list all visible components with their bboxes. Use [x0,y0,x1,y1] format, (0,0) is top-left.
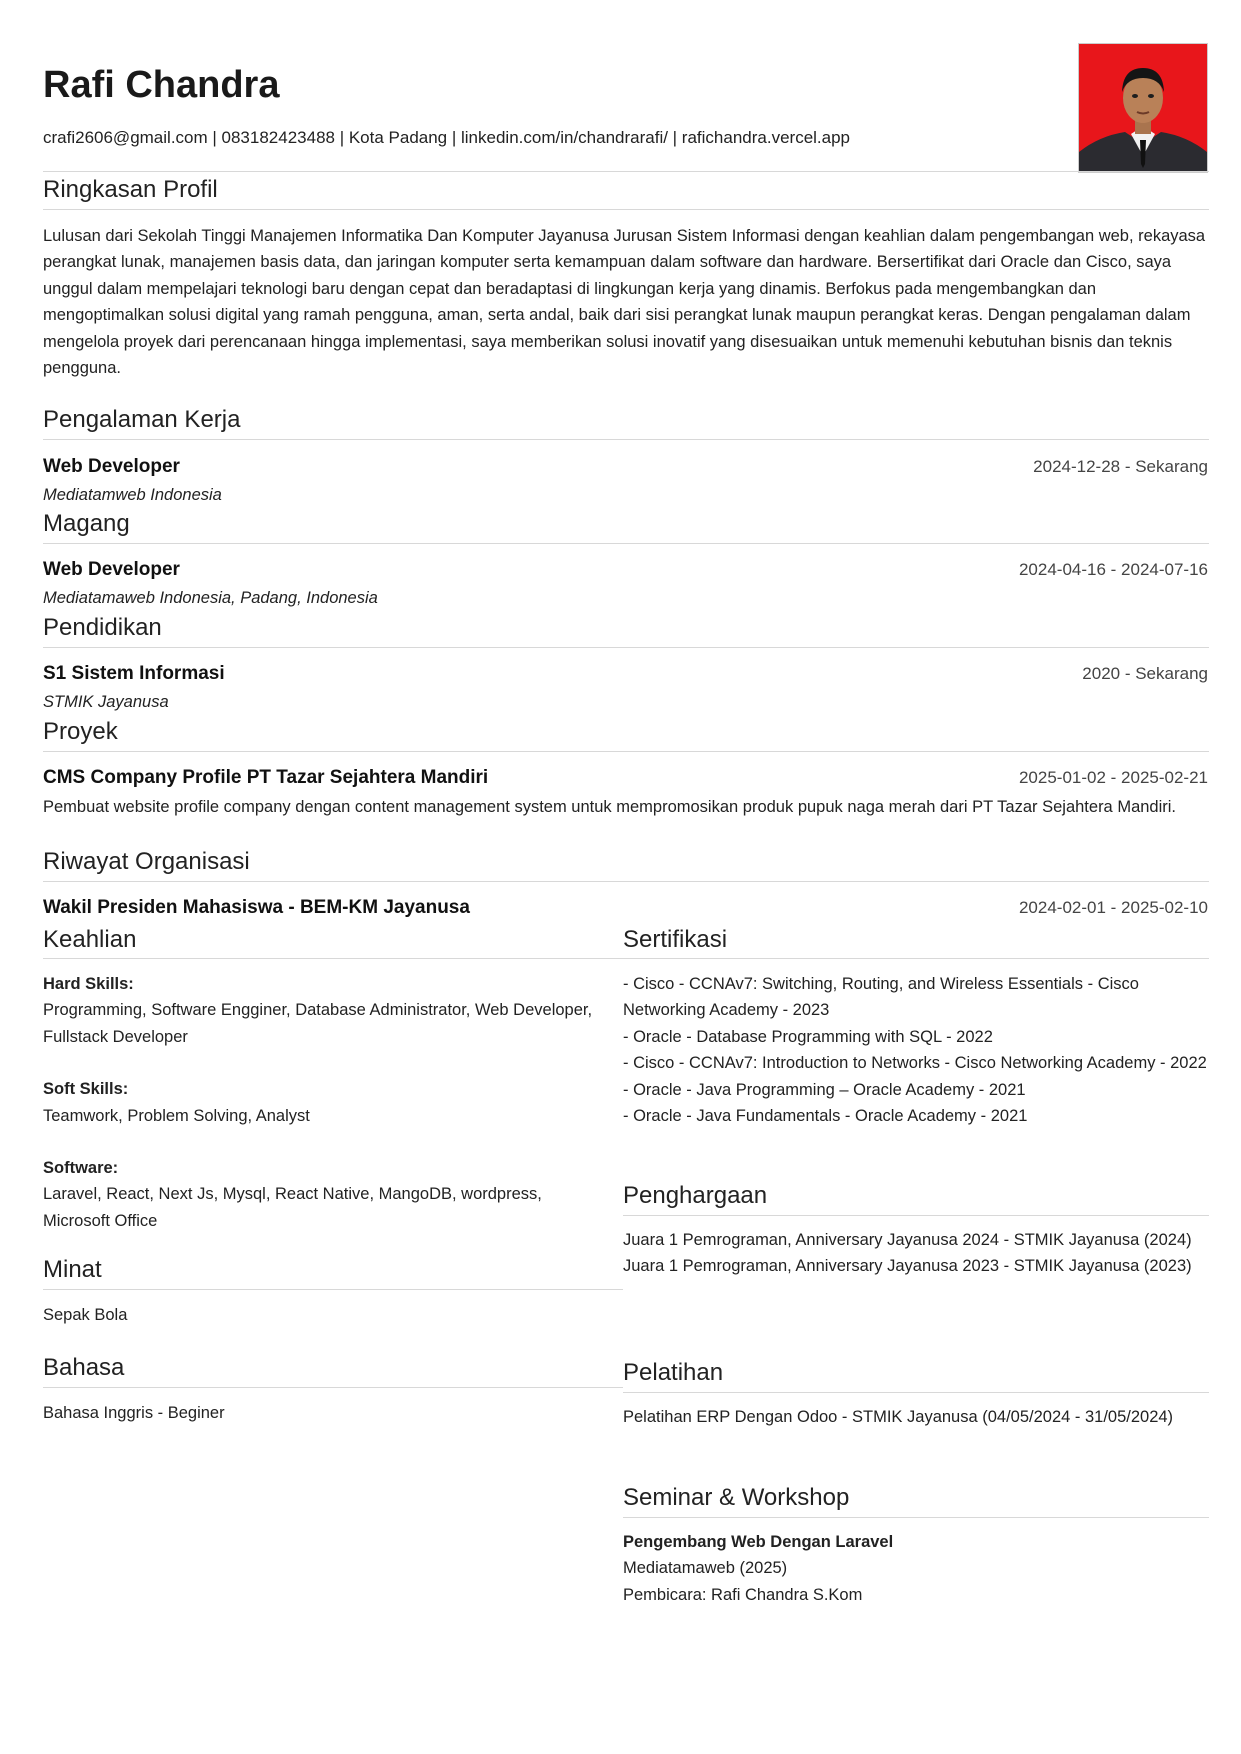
section-divider [623,1215,1209,1216]
education-school: STMIK Jayanusa [43,693,169,711]
soft-skills-value: Teamwork, Problem Solving, Analyst [43,1106,310,1125]
section-title-awards: Penghargaan [623,1182,768,1209]
hard-skills-label: Hard Skills: [43,975,134,993]
section-title-training: Pelatihan [623,1359,724,1386]
section-title-organization: Riwayat Organisasi [43,848,250,875]
training-value: Pelatihan ERP Dengan Odoo - STMIK Jayanusa (04/05/2024 - 31/05/2024) [623,1408,1174,1426]
section-title-certifications: Sertifikasi [623,926,728,953]
seminar-name: Pengembang Web Dengan Laravel [623,1533,894,1551]
education-date: 2020 - Sekarang [1082,664,1208,683]
certification-list [623,971,1209,1129]
soft-skills-label: Soft Skills: [43,1080,129,1099]
section-title-languages: Bahasa [43,1354,125,1381]
section-divider [43,543,1209,544]
education-degree: S1 Sistem Informasi [43,663,225,684]
section-title-project: Proyek [43,718,118,745]
certification-item: - Oracle - Database Programming with SQL - 2022 [623,1027,993,1046]
languages-value: Bahasa Inggris - Beginer [43,1404,225,1422]
award-item: Juara 1 Pemrograman, Anniversary Jayanusa 2023 - STMIK Jayanusa (2023) [623,1257,1192,1276]
profile-photo [1078,43,1208,173]
internship-role: Web Developer [43,559,180,580]
section-title-seminar: Seminar & Workshop [623,1484,850,1511]
section-divider [43,958,623,959]
experience-date: 2024-12-28 - Sekarang [1033,457,1208,476]
profile-summary: Lulusan dari Sekolah Tinggi Manajemen Informatika Dan Komputer Jayanusa Jurusan Sistem Informasi dengan keahlian dalam pengembangan web, rekayasa perangkat lunak, manajemen basis data, dan jaringan komputer serta kemampuan dalam software dan hardware. Bersertifikat dari Oracle dan Cisco, saya unggul dalam mempelajari teknologi baru dengan cepat dan beradaptasi di lingkungan kerja yang dinamis. Berfokus pada mengembangkan dan mengoptimalkan solusi digital yang ramah pengguna, aman, serta andal, baik dari sisi perangkat lunak maupun perangkat keras. Dengan pengalaman dalam mengelola proyek dari perencanaan hingga implementasi, saya memberikan solusi inovatif yang disesuaikan untuk memenuhi kebutuhan bisnis dan teknis pengguna. [43,227,1206,378]
certification-item: - Oracle - Java Fundamentals - Oracle Academy - 2021 [623,1107,1028,1126]
award-item: Juara 1 Pemrograman, Anniversary Jayanusa 2024 - STMIK Jayanusa (2024) [623,1231,1192,1249]
seminar-organizer: Mediatamaweb (2025) [623,1559,788,1578]
certification-item: - Cisco - CCNAv7: Switching, Routing, and Wireless Essentials - Cisco Networking Academy - 2023 [623,975,1139,1020]
section-title-profile: Ringkasan Profil [43,176,218,203]
section-divider [43,1387,623,1388]
software-label: Software: [43,1159,119,1178]
skills-block [43,971,598,1234]
section-divider [623,1517,1209,1518]
header-divider [43,171,1209,172]
section-divider [43,439,1209,440]
section-title-interests: Minat [43,1256,102,1283]
project-name: CMS Company Profile PT Tazar Sejahtera Mandiri [43,767,489,788]
contact-line: crafi2606@gmail.com | 083182423488 | Kota Padang | linkedin.com/in/chandrarafi/ | rafichandra.vercel.app [43,128,851,147]
seminar-speaker: Pembicara: Rafi Chandra S.Kom [623,1585,863,1604]
section-title-skills: Keahlian [43,926,137,953]
project-description: Pembuat website profile company dengan content management system untuk mempromosikan produk pupuk naga merah dari PT Tazar Sejahtera Mandiri. [43,798,1177,816]
section-title-education: Pendidikan [43,614,162,641]
experience-company: Mediatamweb Indonesia [43,486,222,504]
section-divider [43,1289,623,1290]
software-value: Laravel, React, Next Js, Mysql, React Native, MangoDB, wordpress, Microsoft Office [43,1185,542,1230]
section-divider [43,647,1209,648]
seminar-block [623,1529,1209,1608]
hard-skills-value: Programming, Software Engginer, Database Administrator, Web Developer, Fullstack Developer [43,1001,593,1046]
certification-item: - Oracle - Java Programming – Oracle Academy - 2021 [623,1080,1026,1099]
organization-role: Wakil Presiden Mahasiswa - BEM-KM Jayanusa [43,897,470,918]
organization-date: 2024-02-01 - 2025-02-10 [1018,898,1208,917]
internship-company: Mediatamaweb Indonesia, Padang, Indonesia [43,589,378,607]
section-title-internship: Magang [43,510,130,537]
project-date: 2025-01-02 - 2025-02-21 [1018,768,1208,787]
internship-date: 2024-04-16 - 2024-07-16 [1018,560,1208,579]
interests-value: Sepak Bola [43,1306,128,1324]
section-title-experience: Pengalaman Kerja [43,406,241,433]
section-divider [43,209,1209,210]
section-divider [43,881,1209,882]
section-divider [43,751,1209,752]
certification-item: - Cisco - CCNAv7: Introduction to Networks - Cisco Networking Academy - 2022 [623,1054,1207,1073]
experience-role: Web Developer [43,456,180,477]
section-divider [623,1392,1209,1393]
candidate-name: Rafi Chandra [43,64,280,106]
award-list [623,1227,1209,1280]
section-divider [623,958,1209,959]
